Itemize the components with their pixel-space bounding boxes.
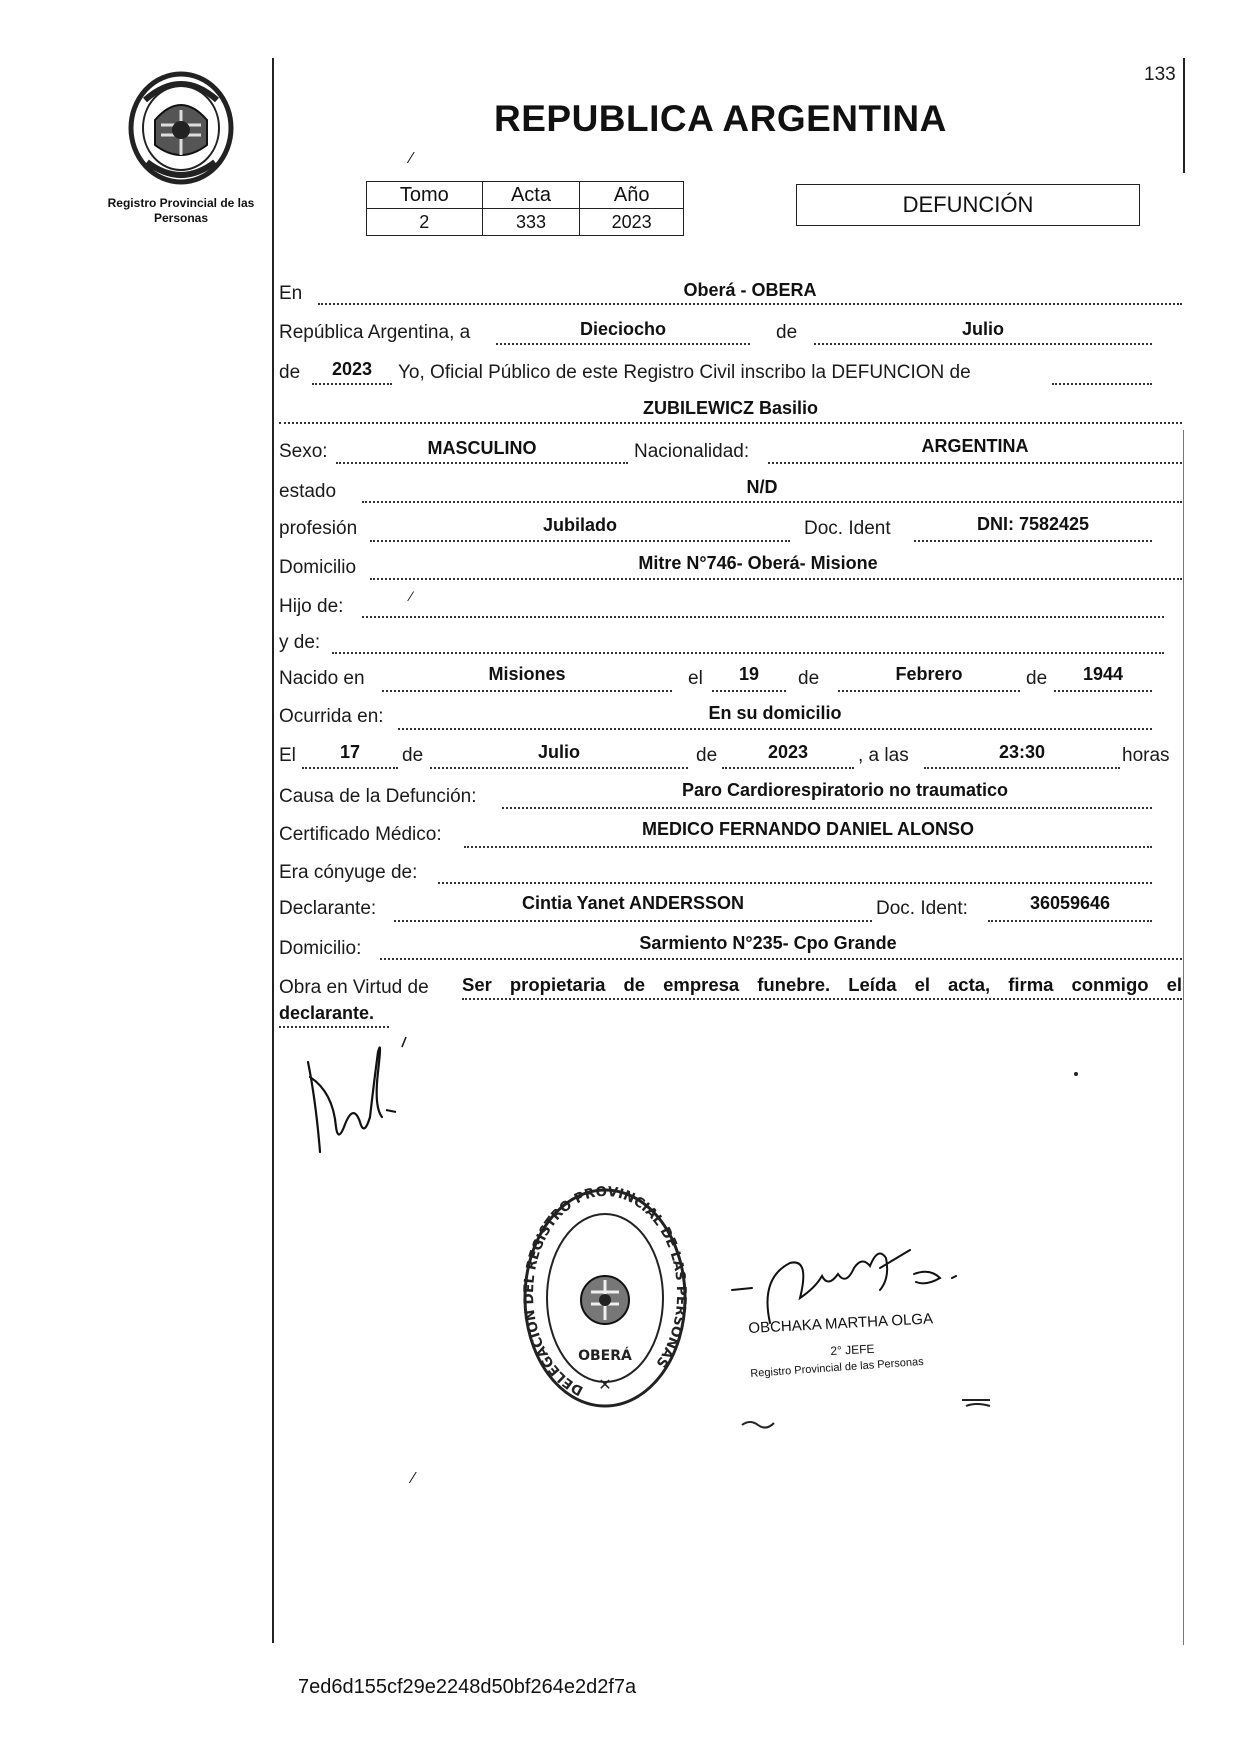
declarant-signature: [298, 1032, 438, 1162]
nacido-place-line: [382, 690, 672, 692]
record-table-header-row: [367, 182, 684, 209]
birth-year-value: 1944: [1082, 664, 1124, 684]
obra-value-line2: declarante.: [279, 1003, 375, 1023]
death-year-value: 2023: [767, 742, 809, 762]
certificado-value: MEDICO FERNANDO DANIEL ALONSO: [641, 819, 974, 839]
nacido-de1-label: de: [798, 668, 820, 689]
en-value: Oberá - OBERA: [683, 280, 817, 300]
page-number: 133: [1144, 64, 1176, 85]
record-value-anio: 2023: [580, 209, 684, 236]
death-month-value: Julio: [537, 742, 580, 762]
record-header-tomo: Tomo: [367, 182, 483, 209]
decl-doc-line: [988, 920, 1152, 922]
sexo-line: [336, 462, 628, 464]
doc-ident-line: [914, 540, 1152, 542]
conyuge-label: Era cónyuge de:: [279, 862, 418, 883]
death-year-line: [722, 767, 854, 769]
profesion-value: Jubilado: [542, 515, 617, 535]
doc-ident-label: Doc. Ident: [804, 518, 891, 539]
doc-ident-value: DNI: 7582425: [976, 514, 1090, 534]
ocurrida-value: En su domicilio: [708, 703, 842, 723]
deceased-name: ZUBILEWICZ Basilio: [643, 398, 818, 418]
day-words-value: Dieciocho: [579, 319, 667, 339]
tick-mark: ⁄: [410, 150, 413, 167]
en-label: En: [279, 283, 303, 304]
causa-value: Paro Cardiorespiratorio no traumatico: [681, 780, 1009, 800]
death-day-line: [302, 767, 398, 769]
hijo-label: Hijo de:: [279, 596, 344, 617]
record-value-tomo: 2: [367, 209, 483, 236]
decl-domicilio-label: Domicilio:: [279, 938, 362, 959]
act-type-box: [796, 184, 1140, 226]
nacionalidad-value: ARGENTINA: [921, 436, 1029, 456]
hijo-tick-mark: ⁄: [410, 588, 413, 604]
death-time-line: [924, 767, 1120, 769]
ocurrida-line: [398, 728, 1152, 730]
birth-day-value: 19: [738, 664, 760, 684]
year-value: 2023: [331, 359, 373, 379]
obra-line2: [279, 1026, 389, 1028]
death-month-line: [430, 767, 688, 769]
officer-name: OBCHAKA MARTHA OLGA: [748, 1310, 934, 1337]
decl-domicilio-line: [380, 958, 1182, 960]
year-line: [312, 383, 392, 385]
obra-line1: [462, 998, 1182, 1000]
ocurrida-label: Ocurrida en:: [279, 706, 384, 727]
death-day-value: 17: [339, 742, 361, 762]
yde-line: [332, 652, 1164, 654]
decl-doc-value: 36059646: [1029, 893, 1111, 913]
officer-registry: Registro Provincial de las Personas: [750, 1355, 925, 1380]
deceased-name-line: [279, 422, 1182, 424]
stray-dot: [1074, 1072, 1078, 1076]
record-header-acta: Acta: [482, 182, 580, 209]
declarante-line: [394, 920, 872, 922]
bottom-tick-mark: ⁄: [412, 1470, 415, 1487]
left-margin-rule: [272, 58, 274, 1643]
death-time-value: 23:30: [998, 742, 1046, 762]
obra-label: Obra en Virtud de: [279, 977, 429, 998]
domicilio-value: Mitre N°746- Oberá- Misione: [638, 553, 878, 573]
certificado-line: [464, 846, 1152, 848]
page-title: REPUBLICA ARGENTINA: [494, 98, 947, 139]
seal-city: OBERÁ: [578, 1348, 632, 1364]
record-header-anio: Año: [580, 182, 684, 209]
record-value-acta: 333: [482, 209, 580, 236]
province-logo: [125, 70, 237, 188]
en-line: [318, 303, 1182, 305]
profesion-line: [370, 540, 790, 542]
causa-line: [502, 807, 1152, 809]
birth-month-value: Febrero: [895, 664, 963, 684]
right-margin-rule-lower: [1183, 430, 1184, 1645]
registry-name: Registro Provincial de las Personas: [107, 196, 255, 225]
stamp-mark-left: [740, 1418, 776, 1430]
death-de2-label: de: [696, 745, 718, 766]
de1-label: de: [776, 322, 798, 343]
republica-label: República Argentina, a: [279, 322, 471, 343]
a-las-label: , a las: [858, 745, 909, 766]
nacido-de2-label: de: [1026, 668, 1048, 689]
death-de1-label: de: [402, 745, 424, 766]
nacido-place-value: Misiones: [488, 664, 566, 684]
certificado-label: Certificado Médico:: [279, 824, 442, 845]
document-hash: 7ed6d155cf29e2248d50bf264e2d2f7a: [298, 1676, 637, 1698]
hijo-line: [362, 616, 1164, 618]
horas-label: horas: [1122, 745, 1170, 766]
birth-day-line: [712, 690, 786, 692]
yde-label: y de:: [279, 632, 321, 653]
de2-label: de: [279, 362, 301, 383]
svg-text:✕: ✕: [598, 1377, 612, 1394]
domicilio-line: [370, 578, 1182, 580]
estado-line: [362, 501, 1182, 503]
right-margin-rule: [1183, 58, 1185, 173]
causa-label: Causa de la Defunción:: [279, 786, 477, 807]
estado-value: N/D: [746, 477, 778, 497]
el-label: El: [279, 745, 296, 766]
stamp-mark-right: [960, 1396, 996, 1410]
domicilio-label: Domicilio: [279, 557, 357, 578]
day-words-line: [496, 343, 750, 345]
act-type-label: DEFUNCIÓN: [902, 192, 1034, 217]
month-line: [814, 343, 1152, 345]
nacionalidad-label: Nacionalidad:: [634, 441, 750, 462]
oficial-trailing-line: [1052, 383, 1152, 385]
officer-title: 2° JEFE: [830, 1341, 875, 1358]
profesion-label: profesión: [279, 518, 358, 539]
birth-month-line: [838, 690, 1020, 692]
declarante-value: Cintia Yanet ANDERSSON: [521, 893, 745, 913]
official-seal: [520, 1182, 690, 1414]
declarante-label: Declarante:: [279, 898, 377, 919]
conyuge-line: [438, 882, 1152, 884]
birth-year-line: [1054, 690, 1152, 692]
nacido-label: Nacido en: [279, 668, 365, 689]
record-table: [366, 181, 684, 236]
record-table-value-row: [367, 209, 684, 236]
decl-domicilio-value: Sarmiento N°235- Cpo Grande: [639, 933, 897, 953]
nacionalidad-line: [768, 462, 1182, 464]
oficial-text: Yo, Oficial Público de este Registro Civil inscribo la DEFUNCION de: [398, 362, 971, 383]
estado-label: estado: [279, 481, 337, 502]
month-value: Julio: [961, 319, 1004, 339]
decl-doc-label: Doc. Ident:: [876, 898, 968, 919]
obra-value-line1: Ser propietaria de empresa funebre. Leída el acta, firma conmigo el: [462, 974, 1182, 995]
seal-ring-text: DELEGACION DEL REGISTRO PROVINCIAL DE LAS PERSONAS: [520, 1183, 690, 1399]
sexo-value: MASCULINO: [427, 438, 537, 458]
sexo-label: Sexo:: [279, 441, 328, 462]
nacido-el-label: el: [688, 668, 703, 689]
